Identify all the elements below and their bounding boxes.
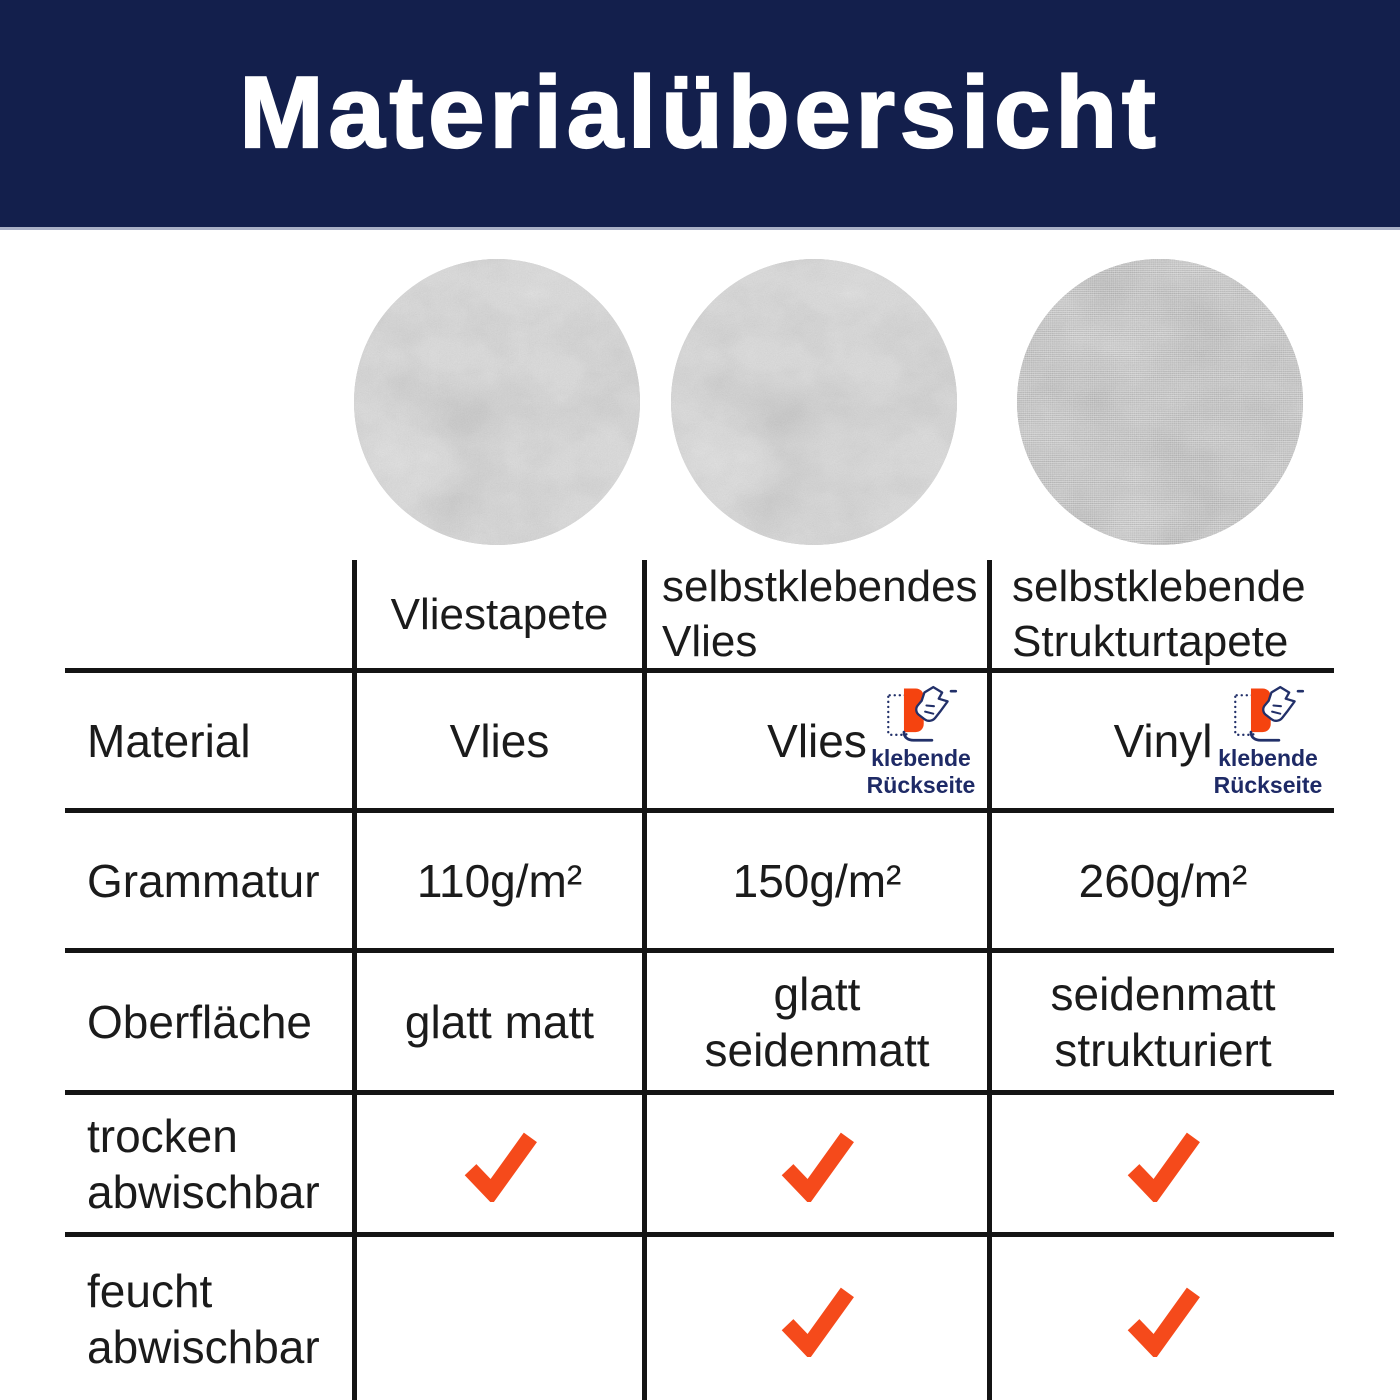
cell-material-vliestapete: Vlies xyxy=(352,668,642,808)
corner-cell xyxy=(65,560,352,668)
cell-material-strukturtapete: Vinyl klebende Rückseite xyxy=(987,668,1334,808)
row-label-grammatur: Grammatur xyxy=(65,808,352,948)
texture-swatch-selbstklebendes-vlies xyxy=(671,259,957,545)
page-title: Materialübersicht xyxy=(239,57,1161,169)
texture-swatch-strukturtapete xyxy=(1017,259,1303,545)
check-icon xyxy=(779,1281,855,1357)
row-label-material: Material xyxy=(65,668,352,808)
check-icon xyxy=(1125,1126,1201,1202)
row-label-feucht-abwischbar: feucht abwischbar xyxy=(65,1232,352,1400)
row-label-oberflaeche: Oberfläche xyxy=(65,948,352,1090)
column-header-selbstklebende-strukturtapete: selbstklebende Strukturtapete xyxy=(987,560,1334,668)
page-banner xyxy=(0,0,1400,230)
check-icon xyxy=(462,1126,538,1202)
cell-oberflaeche-vliestapete: glatt matt xyxy=(352,948,642,1090)
cell-trocken-selbstklebendes-vlies xyxy=(642,1090,987,1232)
texture-swatch-vliestapete xyxy=(354,259,640,545)
column-header-selbstklebendes-vlies: selbstklebendes Vlies xyxy=(642,560,987,668)
cell-grammatur-strukturtapete: 260g/m² xyxy=(987,808,1334,948)
cell-oberflaeche-strukturtapete: seidenmatt strukturiert xyxy=(987,948,1334,1090)
cell-grammatur-selbstklebendes-vlies: 150g/m² xyxy=(642,808,987,948)
cell-oberflaeche-selbstklebendes-vlies: glatt seidenmatt xyxy=(642,948,987,1090)
cell-material-selbstklebendes-vlies: Vlies klebende Rückseite xyxy=(642,668,987,808)
check-icon xyxy=(1125,1281,1201,1357)
check-icon xyxy=(779,1126,855,1202)
row-label-trocken-abwischbar: trocken abwischbar xyxy=(65,1090,352,1232)
cell-feucht-strukturtapete xyxy=(987,1232,1334,1400)
cell-trocken-vliestapete xyxy=(352,1090,642,1232)
cell-feucht-selbstklebendes-vlies xyxy=(642,1232,987,1400)
cell-feucht-vliestapete xyxy=(352,1232,642,1400)
adhesive-backing-badge: klebende Rückseite xyxy=(1212,683,1324,799)
adhesive-backing-badge: klebende Rückseite xyxy=(865,683,977,799)
material-comparison-table xyxy=(65,560,1334,1400)
peel-sticker-icon xyxy=(1229,683,1307,743)
column-header-vliestapete: Vliestapete xyxy=(352,560,642,668)
peel-sticker-icon xyxy=(882,683,960,743)
cell-trocken-strukturtapete xyxy=(987,1090,1334,1232)
cell-grammatur-vliestapete: 110g/m² xyxy=(352,808,642,948)
